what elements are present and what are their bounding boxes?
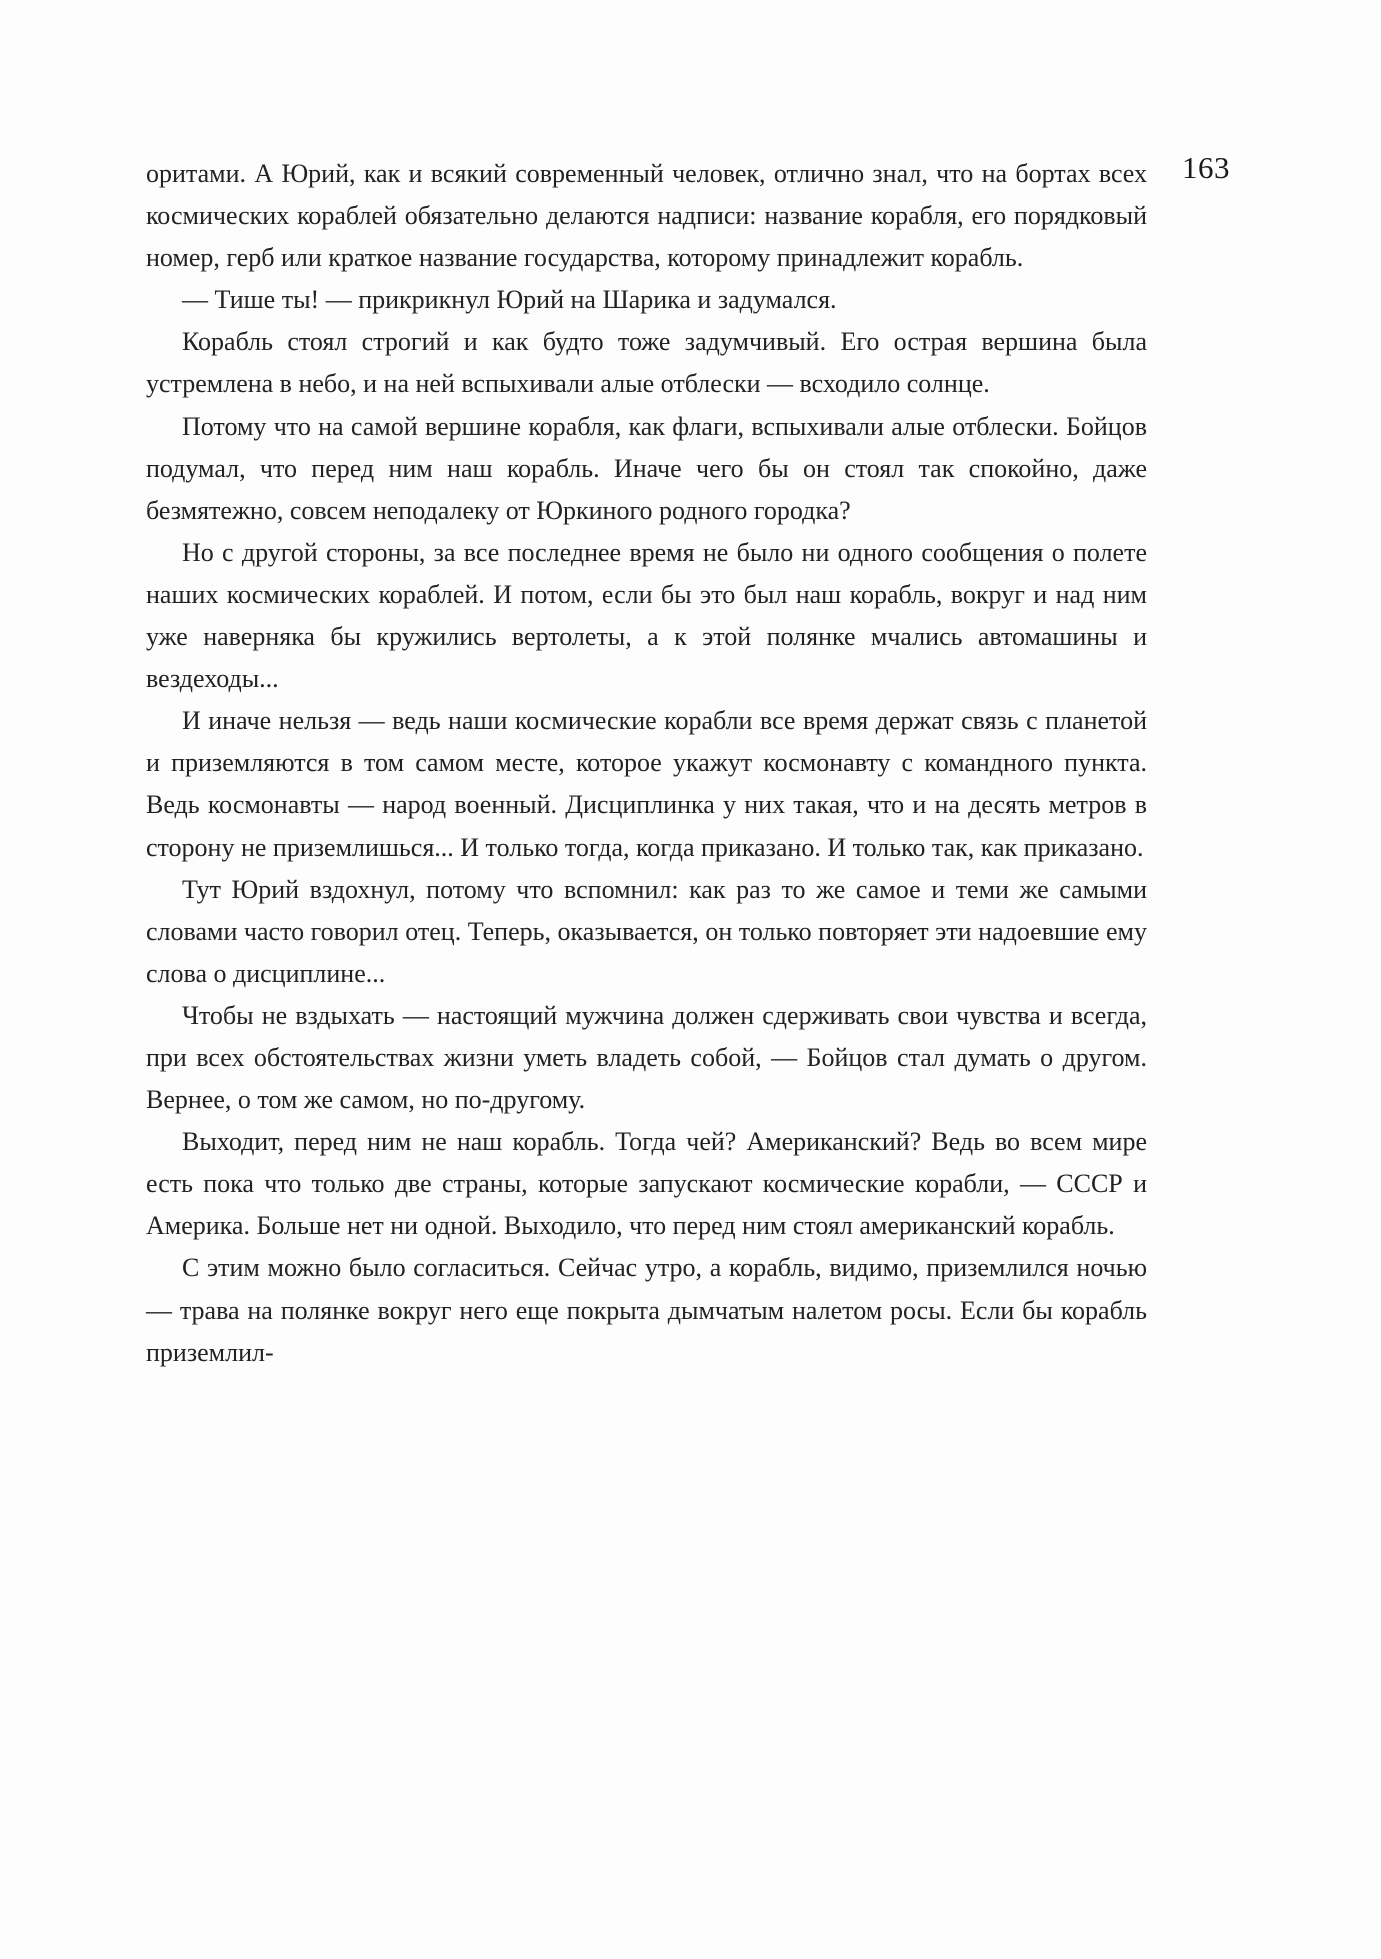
paragraph-5: Но с другой стороны, за все последнее время не было ни одного сообщения о полете наших космических кораблей. И потом, если бы это был наш корабль, вокруг и над ним уже наверняка бы кружились вертолеты, а к этой полянке мчались автомашины и вездеходы... [146,537,1147,694]
paragraph-7: Тут Юрий вздохнул, потому что вспомнил: как раз то же самое и теми же самыми словами часто говорил отец. Теперь, оказывается, он только повторяет эти надоевшие ему слова о дисциплине... [146,874,1147,988]
body-text [146,153,1147,1374]
paragraph-10: С этим можно было согласиться. Сейчас утро, а корабль, видимо, приземлился ночью — трава на полянке вокруг него еще покрыта дымчатым налетом росы. Если бы корабль приземлил- [146,1253,1147,1367]
paragraph-9: Выходит, перед ним не наш корабль. Тогда чей? Американский? Ведь во всем мире есть пока что только две страны, которые запускают космические корабли, — СССР и Америка. Больше нет ни одной. Выходило, что перед ним стоял американский корабль. [146,1127,1147,1241]
paragraph-3: Корабль стоял строгий и как будто тоже задумчивый. Его острая вершина была устремлена в небо, и на ней вспыхивали алые отблески — всходило солнце. [146,327,1147,399]
page-number: 163 [1182,150,1230,185]
paragraph-6: И иначе нельзя — ведь наши космические корабли все время держат связь с планетой и приземляются в том самом месте, которое укажут космонавту с командного пункта. Ведь космонавты — народ военный. Дисциплинка у них такая, что и на десять метров в сторону не приземлишься... И только тогда, когда приказано. И только так, как приказано. [146,706,1147,862]
paragraph-2: — Тише ты! — прикрикнул Юрий на Шарика и задумался. [182,285,837,315]
paragraph-4: Потому что на самой вершине корабля, как флаги, вспыхивали алые отблески. Бойцов подумал, что перед ним наш корабль. Иначе чего бы он стоял так спокойно, даже безмятежно, совсем неподалеку от Юркиного родного городка? [146,411,1147,525]
paragraph-8: Чтобы не вздыхать — настоящий мужчина должен сдерживать свои чувства и всегда, при всех обстоятельствах жизни уметь владеть собой, — Бойцов стал думать о другом. Вернее, о том же самом, но по-другому. [146,1000,1147,1115]
paragraph-1: оритами. А Юрий, как и всякий современный человек, отлично знал, что на бортах всех космических кораблей обязательно делаются надписи: название корабля, его порядковый номер, герб или краткое название государства, которому принадлежит корабль. [146,159,1147,273]
